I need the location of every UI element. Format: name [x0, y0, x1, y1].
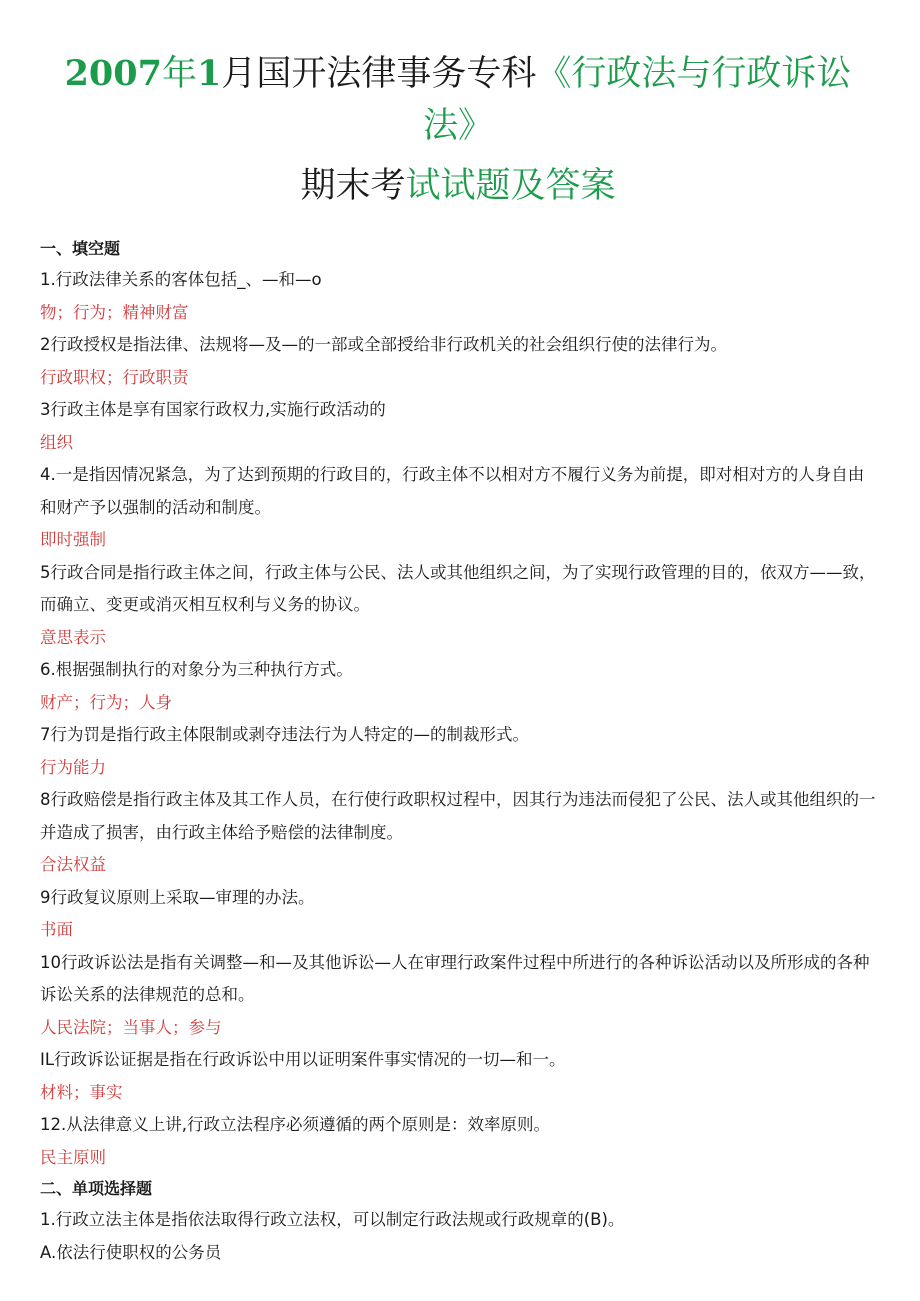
answer-text: 意思表示: [40, 627, 106, 647]
section-heading-fill-blank: 一、填空题: [40, 239, 121, 258]
question-text: IL行政诉讼证据是指在行政诉讼中用以证明案件事实情况的一切—和一。: [40, 1050, 566, 1069]
title-month: 1: [197, 53, 222, 94]
section-heading-single-choice: 二、单项选择题: [40, 1179, 153, 1198]
title-dark-part: 月国开法律事务专科: [221, 54, 537, 94]
question-text: 9行政复议原则上采取—审理的办法。: [40, 887, 315, 907]
title-year: 2007: [64, 53, 162, 94]
answer-text: 民主原则: [40, 1147, 106, 1167]
option-text: A.依法行使职权的公务员: [40, 1242, 222, 1262]
answer-text: 合法权益: [40, 855, 106, 874]
answer-text: 人民法院；当事人；参与: [40, 1017, 222, 1037]
question-text: 2行政授权是指法律、法规将—及—的一部或全部授给非行政机关的社会组织行使的法律行为。: [40, 335, 727, 354]
question-text: 7行为罚是指行政主体限制或剥夺违法行为人特定的—的制裁形式。: [40, 725, 529, 744]
answer-text: 书面: [40, 920, 73, 939]
exam-content: [40, 234, 876, 1269]
answer-text: 财产；行为；人身: [40, 692, 172, 712]
answer-text: 行为能力: [40, 757, 106, 777]
answer-text: 材料；事实: [40, 1082, 123, 1102]
title-exam-green: 试试题及答案: [405, 166, 616, 206]
question-text: 8行政赔偿是指行政主体及其工作人员，在行使行政职权过程中，因其行为违法而侵犯了公民、法人或其他组织的一并造成了损害，由行政主体给予赔偿的法律制度。: [40, 790, 876, 842]
answer-text: 行政职权；行政职责: [40, 367, 189, 387]
question-text: 1.行政法律关系的客体包括_、—和—o: [40, 270, 322, 289]
question-text: 10行政诉讼法是指有关调整—和—及其他诉讼—人在审理行政案件过程中所进行的各种诉讼活动以及所形成的各种诉讼关系的法律规范的总和。: [40, 952, 870, 1004]
question-text: 12.从法律意义上讲,行政立法程序必须遵循的两个原则是：效率原则。: [40, 1115, 550, 1134]
question-text: 6.根据强制执行的对象分为三种执行方式。: [40, 660, 353, 679]
title-line-2: [40, 160, 876, 212]
answer-text: 物；行为；精神财富: [40, 302, 189, 322]
title-line-1: [40, 48, 876, 152]
question-text: 3行政主体是享有国家行政权力,实施行政活动的: [40, 400, 386, 419]
title-nian: 年: [162, 54, 198, 94]
answer-text: 组织: [40, 432, 73, 452]
question-text: 5行政合同是指行政主体之间，行政主体与公民、法人或其他组织之间，为了实现行政管理的目的，依双方——致，而确立、变更或消灭相互权利与义务的协议。: [40, 562, 876, 614]
title-exam-dark: 期末考: [300, 166, 406, 206]
question-text: 4.一是指因情况紧急，为了达到预期的行政目的，行政主体不以相对方不履行义务为前提，即对相对方的人身自由和财产予以强制的活动和制度。: [40, 465, 865, 517]
answer-text: 即时强制: [40, 530, 106, 549]
title-course-name: 《行政法与行政诉讼法》: [422, 54, 852, 146]
question-text: 1.行政立法主体是指依法取得行政立法权，可以制定行政法规或行政规章的(B)。: [40, 1210, 625, 1229]
